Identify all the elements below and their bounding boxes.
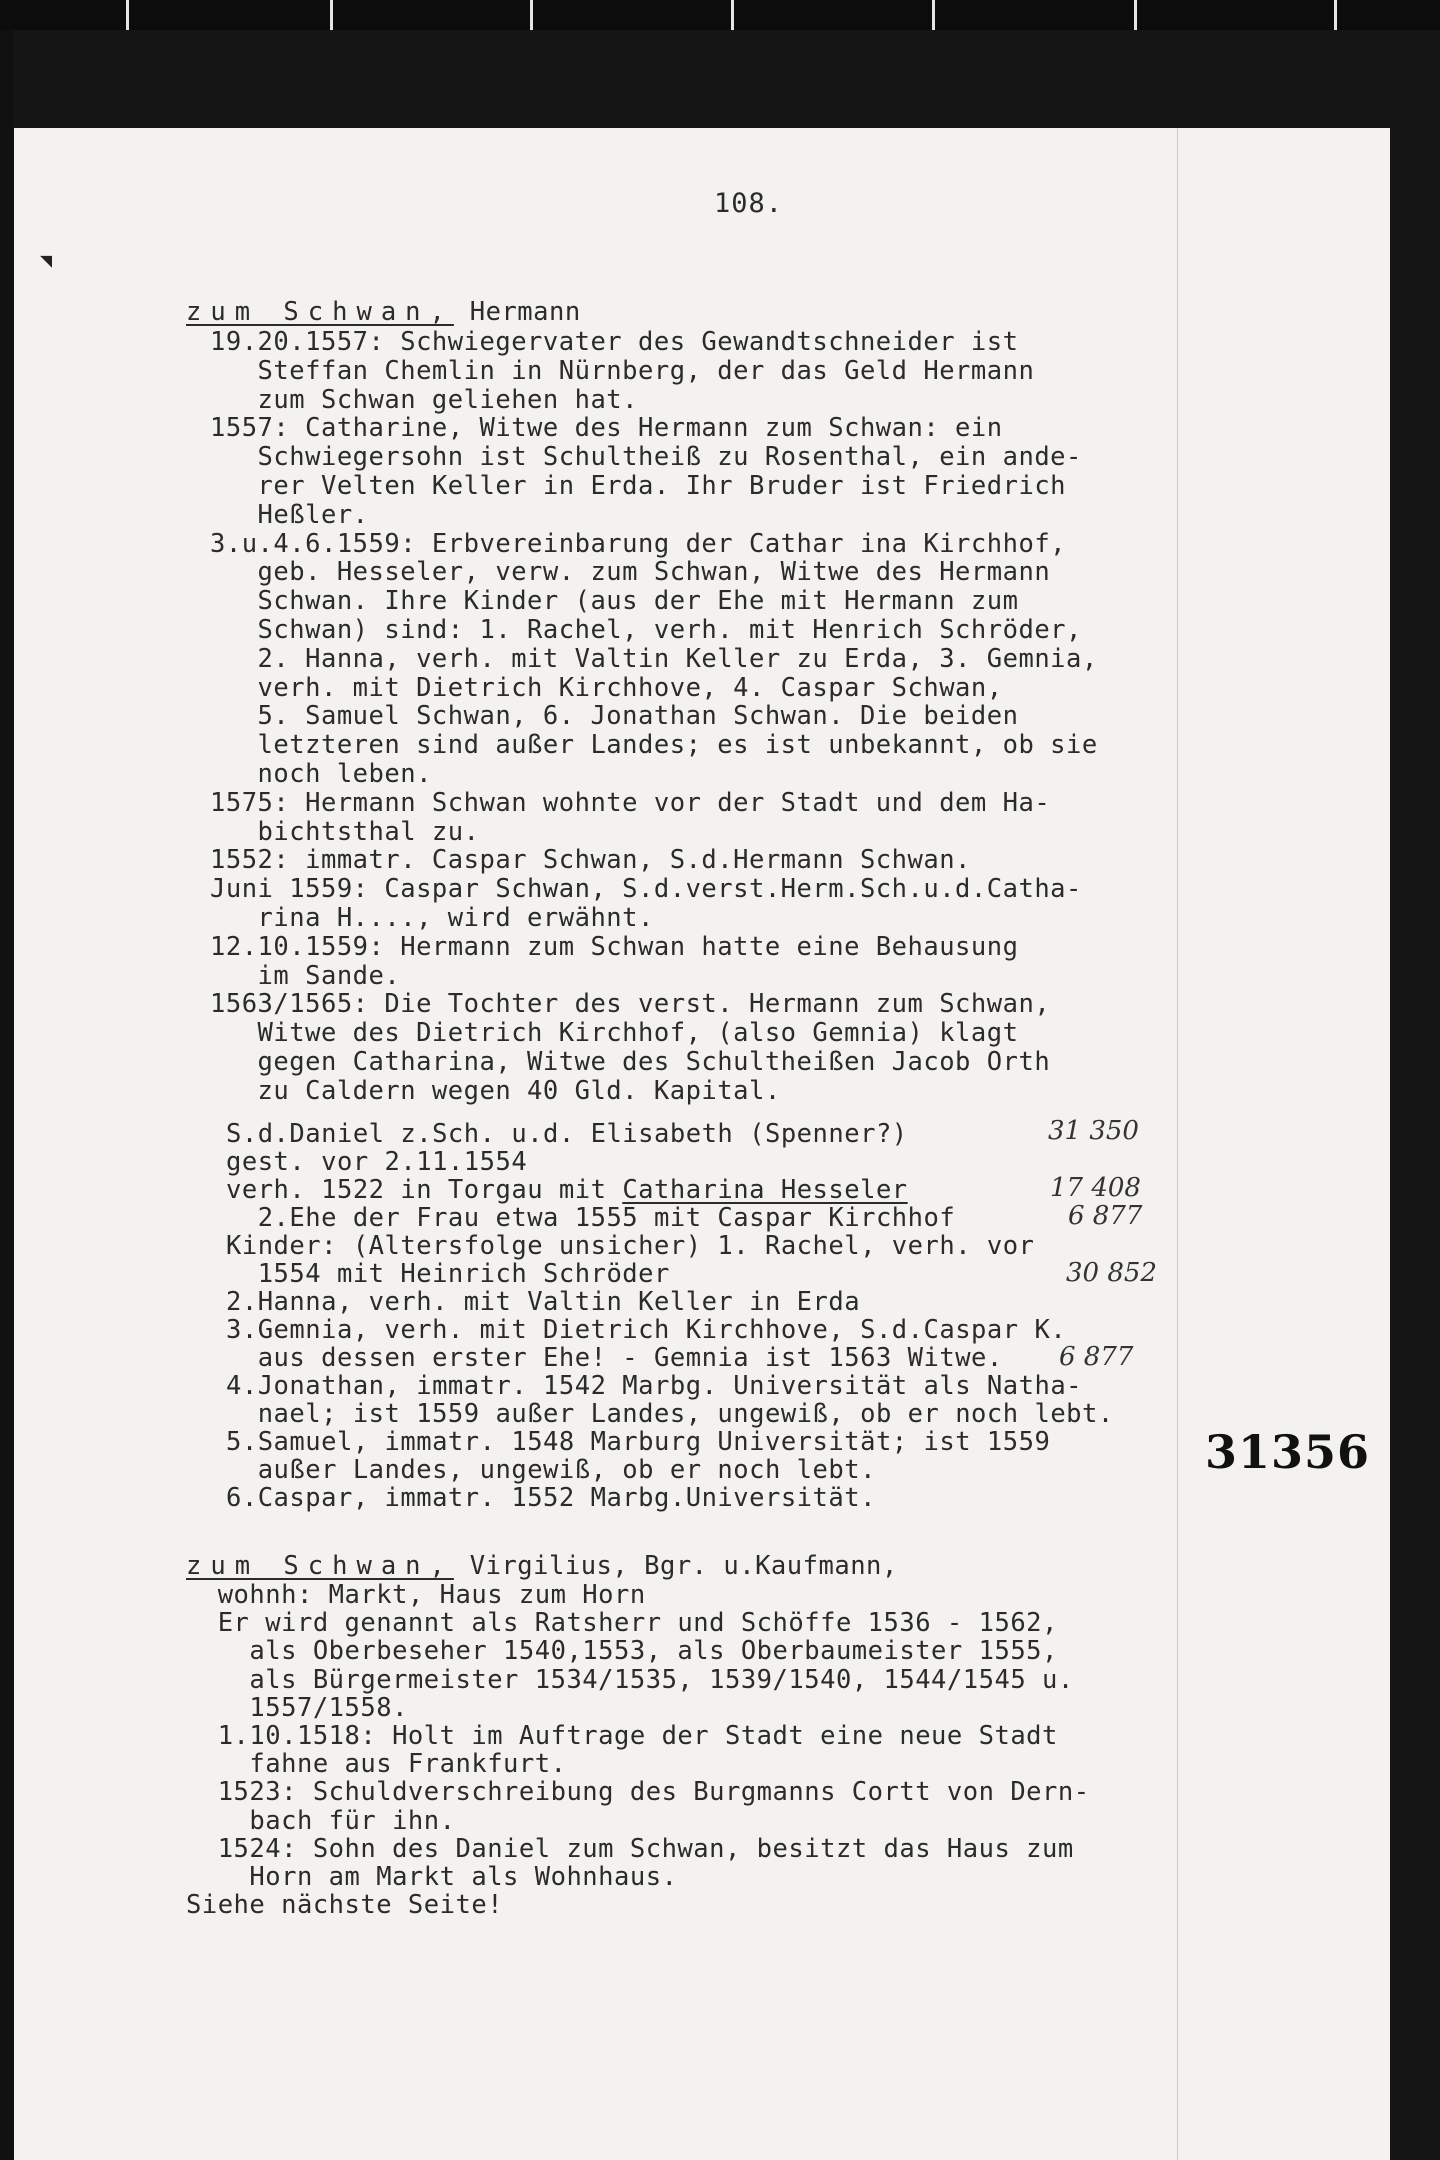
entry-line: als Oberbeseher 1540,1553, als Oberbaumeister 1555,: [186, 1636, 1058, 1667]
bio-line: 1554 mit Heinrich Schröder: [226, 1259, 670, 1289]
entry-line: als Bürgermeister 1534/1535, 1539/1540, 1544/1545 u.: [186, 1664, 1074, 1695]
entry-line: bach für ihn.: [186, 1805, 456, 1836]
entry-line: wohnh: Markt, Haus zum Horn: [186, 1580, 646, 1610]
bio-line: 2.Ehe der Frau etwa 1555 mit Caspar Kirchhof: [226, 1203, 956, 1233]
entry-heading-rest: Virgilius, Bgr. u.Kaufmann,: [453, 1551, 898, 1581]
entry-line: 1563/1565: Die Tochter des verst. Hermann zum Schwan,: [210, 989, 1051, 1020]
handwritten-number: 31 350: [1048, 1116, 1139, 1146]
bio-line: gest. vor 2.11.1554: [226, 1147, 528, 1177]
entry-line: Schwan) sind: 1. Rachel, verh. mit Henrich Schröder,: [210, 615, 1082, 645]
entry-line: verh. mit Dietrich Kirchhove, 4. Caspar Schwan,: [210, 672, 1003, 703]
film-tick: [126, 0, 129, 30]
film-tick: [932, 0, 935, 30]
entry-heading-rest: Hermann: [453, 297, 581, 327]
film-strip-left: [0, 30, 14, 2160]
entry-line: 1523: Schuldverschreibung des Burgmanns Cortt von Dern-: [186, 1777, 1090, 1808]
entry-line: 19.20.1557: Schwiegervater des Gewandtschneider ist: [210, 327, 1019, 357]
bio-text: verh. 1522 in Torgau mit: [226, 1175, 623, 1205]
bio-line: außer Landes, ungewiß, ob er noch lebt.: [226, 1455, 876, 1485]
entry-line: rina H...., wird erwähnt.: [210, 903, 654, 933]
bio-line: nael; ist 1559 außer Landes, ungewiß, ob er noch lebt.: [226, 1399, 1114, 1429]
entry-line: 1557/1558.: [186, 1692, 408, 1723]
margin-rule: [1177, 128, 1178, 2160]
entry-line: 1552: immatr. Caspar Schwan, S.d.Hermann Schwan.: [210, 845, 971, 876]
entry-heading-name: zum Schwan,: [186, 1551, 454, 1581]
entry-line: gegen Catharina, Witwe des Schultheißen Jacob Orth: [210, 1047, 1051, 1077]
handwritten-number: 6 877: [1068, 1201, 1143, 1231]
entry-line: Schwiegersohn ist Schultheiß zu Rosenthal, ein ande-: [210, 442, 1082, 473]
bio-line: [226, 1176, 908, 1204]
entry-line: 1.10.1518: Holt im Auftrage der Stadt eine neue Stadt: [186, 1721, 1058, 1751]
entry-line: rer Velten Keller in Erda. Ihr Bruder ist Friedrich: [210, 471, 1067, 501]
entry-line: bichtsthal zu.: [210, 816, 480, 847]
stamp-number: 31356: [1205, 1425, 1371, 1479]
entry-line: letzteren sind außer Landes; es ist unbekannt, ob sie: [210, 730, 1098, 761]
bio-line: aus dessen erster Ehe! - Gemnia ist 1563 Witwe.: [226, 1343, 1003, 1373]
document-page: [14, 128, 1390, 2160]
film-tick: [330, 0, 333, 30]
entry-line: 3.u.4.6.1559: Erbvereinbarung der Cathar ina Kirchhof,: [210, 528, 1067, 559]
bio-line: 4.Jonathan, immatr. 1542 Marbg. Universität als Natha-: [226, 1371, 1083, 1401]
entry-heading-name: zum Schwan,: [186, 297, 454, 327]
film-mark: ◥: [40, 248, 53, 272]
entry-heading: [186, 1552, 898, 1580]
page-number: 108.: [714, 188, 784, 219]
handwritten-number: 17 408: [1050, 1173, 1141, 1203]
bio-line: 3.Gemnia, verh. mit Dietrich Kirchhove, S.d.Caspar K.: [226, 1315, 1067, 1345]
entry-line: zu Caldern wegen 40 Gld. Kapital.: [210, 1075, 781, 1106]
entry-line: Siehe nächste Seite!: [186, 1890, 504, 1921]
entry-line: Schwan. Ihre Kinder (aus der Ehe mit Hermann zum: [210, 586, 1019, 617]
entry-line: noch leben.: [210, 759, 432, 789]
entry-line: Juni 1559: Caspar Schwan, S.d.verst.Herm.Sch.u.d.Catha-: [210, 874, 1082, 905]
entry-line: 1557: Catharine, Witwe des Hermann zum Schwan: ein: [210, 413, 1003, 444]
handwritten-number: 6 877: [1059, 1342, 1134, 1372]
entry-line: 1575: Hermann Schwan wohnte vor der Stadt und dem Ha-: [210, 787, 1051, 818]
handwritten-number: 30 852: [1066, 1258, 1157, 1288]
entry-line: Er wird genannt als Ratsherr und Schöffe 1536 - 1562,: [186, 1608, 1058, 1639]
entry-line: Steffan Chemlin in Nürnberg, der das Geld Hermann: [210, 355, 1035, 386]
spouse-name: Catharina Hesseler: [622, 1175, 908, 1205]
entry-line: 5. Samuel Schwan, 6. Jonathan Schwan. Die beiden: [210, 701, 1019, 732]
bio-line: 5.Samuel, immatr. 1548 Marburg Universität; ist 1559: [226, 1427, 1051, 1457]
bio-line: Kinder: (Altersfolge unsicher) 1. Rachel, verh. vor: [226, 1231, 1035, 1261]
film-tick: [530, 0, 533, 30]
film-tick: [731, 0, 734, 30]
film-strip-top: [0, 0, 1440, 30]
bio-line: S.d.Daniel z.Sch. u.d. Elisabeth (Spenner?): [226, 1119, 908, 1149]
entry-line: Witwe des Dietrich Kirchhof, (also Gemnia) klagt: [210, 1018, 1019, 1049]
entry-line: im Sande.: [210, 960, 401, 991]
bio-line: 6.Caspar, immatr. 1552 Marbg.Universität.: [226, 1483, 876, 1513]
entry-line: geb. Hesseler, verw. zum Schwan, Witwe des Hermann: [210, 557, 1051, 588]
entry-line: zum Schwan geliehen hat.: [210, 384, 639, 415]
bio-line: 2.Hanna, verh. mit Valtin Keller in Erda: [226, 1287, 861, 1317]
entry-line: Horn am Markt als Wohnhaus.: [186, 1862, 678, 1892]
entry-line: Heßler.: [210, 499, 369, 530]
entry-line: 1524: Sohn des Daniel zum Schwan, besitzt das Haus zum: [186, 1833, 1074, 1864]
entry-line: fahne aus Frankfurt.: [186, 1749, 567, 1780]
film-tick: [1134, 0, 1137, 30]
entry-heading: [186, 298, 581, 326]
entry-line: 2. Hanna, verh. mit Valtin Keller zu Erda, 3. Gemnia,: [210, 643, 1098, 674]
entry-line: 12.10.1559: Hermann zum Schwan hatte eine Behausung: [210, 931, 1019, 962]
film-tick: [1334, 0, 1337, 30]
